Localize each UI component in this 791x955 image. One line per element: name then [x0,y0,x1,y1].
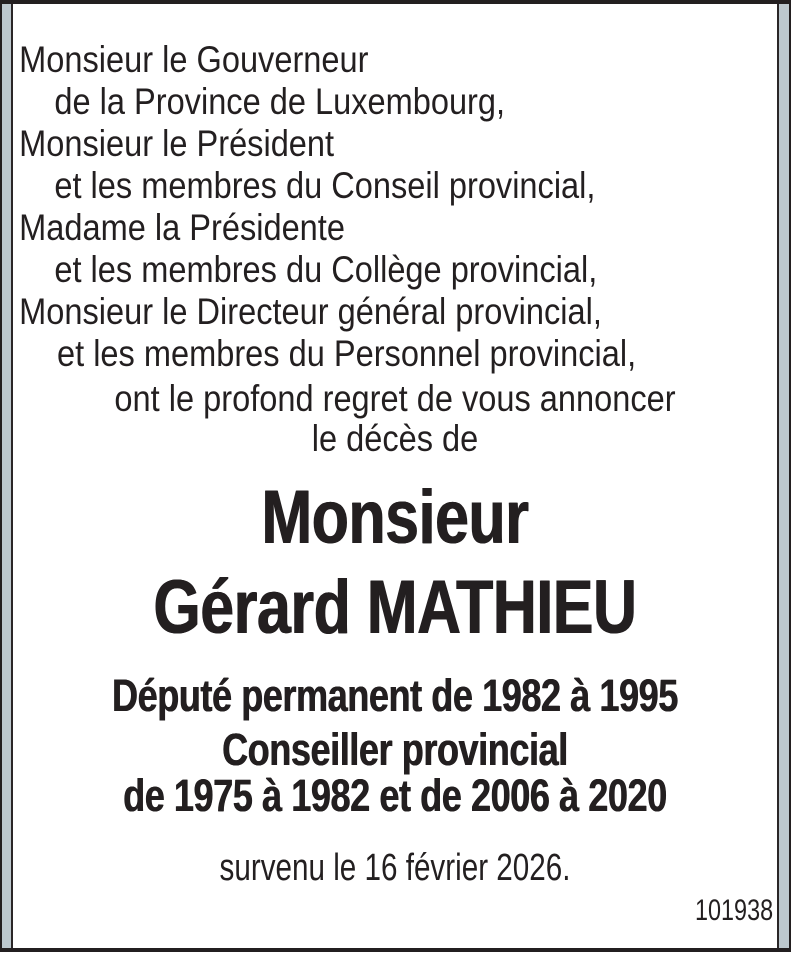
intro-line-regret: ont le profond regret de vous annoncer [114,378,676,419]
intro-line-president: Monsieur le Président [19,123,335,164]
intro-line-le-deces-de: le décès de [311,418,479,459]
death-date-line: survenu le 16 février 2026. [219,847,571,889]
bottom-border-bar [0,948,791,952]
intro-line-governor: Monsieur le Gouverneur [19,39,369,80]
deceased-title: Monsieur [261,475,529,560]
right-accent-strip [779,4,789,948]
role-line-depute: Député permanent de 1982 à 1995 [112,670,678,721]
intro-line-personnel-provincial: et les membres du Personnel provincial, [57,333,637,374]
role-line-periods: de 1975 à 1982 et de 2006 à 2020 [123,770,667,821]
intro-line-conseil-provincial: et les membres du Conseil provincial, [54,165,596,206]
deceased-name: Gérard MATHIEU [153,565,637,650]
role-line-conseiller: Conseiller provincial [222,724,568,775]
reference-number: 101938 [695,894,774,927]
intro-line-college-provincial: et les membres du Collège provincial, [54,249,598,290]
intro-line-province: de la Province de Luxembourg, [54,81,506,122]
intro-line-presidente: Madame la Présidente [19,207,345,248]
notice-content-box [11,4,779,948]
left-accent-strip [2,4,11,948]
intro-line-directeur-general: Monsieur le Directeur général provincial, [19,291,602,332]
